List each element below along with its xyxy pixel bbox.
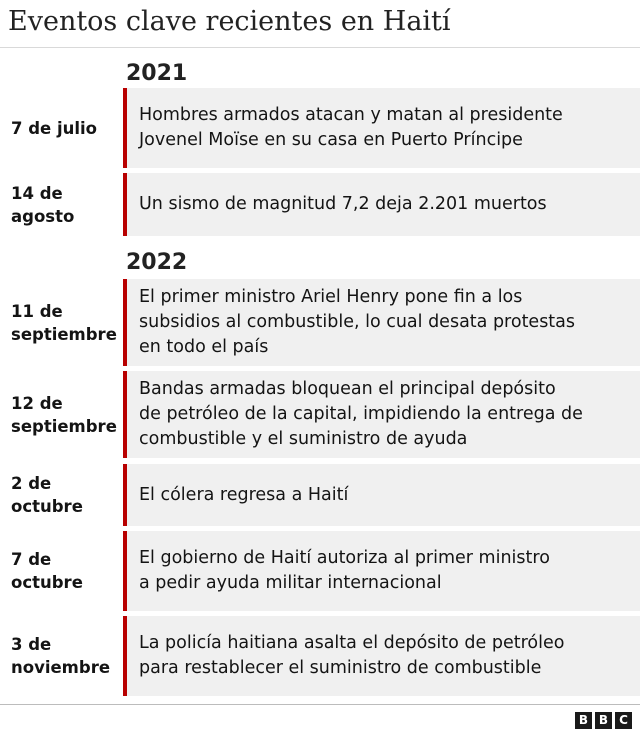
footer-divider	[0, 704, 640, 705]
event-description-box	[127, 279, 640, 366]
event-date	[11, 371, 121, 458]
timeline-row	[0, 616, 640, 696]
event-date	[11, 616, 121, 696]
event-description	[139, 377, 583, 452]
event-date-line: 2 de	[11, 474, 52, 493]
event-date-line: octubre	[11, 497, 83, 516]
timeline-row	[0, 173, 640, 236]
event-description-line: La policía haitiana asalta el depósito de petróleo	[139, 633, 565, 653]
bbc-logo-block: C	[615, 712, 632, 729]
event-date-line: 11 de	[11, 301, 63, 321]
event-date-line: agosto	[11, 206, 75, 226]
event-description	[139, 483, 348, 508]
bbc-logo-block: B	[595, 712, 612, 729]
event-date-line: 12 de	[11, 393, 63, 413]
event-description	[139, 546, 550, 596]
year-heading-2022: 2022	[126, 250, 188, 275]
timeline-row	[0, 88, 640, 168]
event-description	[139, 192, 547, 217]
event-description	[139, 631, 564, 681]
event-description-box	[127, 173, 640, 236]
event-date-line: octubre	[11, 573, 83, 592]
event-date-line: 3 de	[11, 635, 52, 654]
timeline-row	[0, 279, 640, 366]
bbc-logo-block: B	[575, 712, 592, 729]
bbc-logo	[575, 712, 632, 729]
event-date-line: septiembre	[11, 416, 117, 436]
event-description-line: El cólera regresa a Haití	[139, 484, 349, 505]
timeline-row	[0, 371, 640, 458]
event-description-box	[127, 531, 640, 611]
event-description	[139, 103, 563, 153]
event-description-line: El primer ministro Ariel Henry pone fin a los	[139, 287, 523, 307]
event-date-line: septiembre	[11, 324, 117, 344]
event-description	[139, 285, 575, 360]
event-date-line: noviembre	[11, 658, 111, 677]
event-description-line: subsidios al combustible, lo cual desata protestas	[139, 312, 576, 332]
year-heading-2021: 2021	[126, 61, 188, 86]
event-date	[11, 173, 121, 236]
event-description-line: combustible y el suministro de ayuda	[139, 429, 468, 449]
event-description-box	[127, 616, 640, 696]
title-divider	[0, 47, 640, 48]
event-description-line: Bandas armadas bloquean el principal depósito	[139, 379, 556, 399]
event-date-line: 14 de	[11, 183, 63, 203]
event-date	[11, 279, 121, 366]
event-description-box	[127, 464, 640, 526]
event-description-box	[127, 371, 640, 458]
event-description-box	[127, 88, 640, 168]
event-description-line: en todo el país	[139, 337, 269, 357]
event-description-line: para restablecer el suministro de combustible	[139, 658, 542, 678]
timeline-row	[0, 531, 640, 611]
event-date	[11, 531, 121, 611]
event-description-line: El gobierno de Haití autoriza al primer ministro	[139, 548, 550, 568]
event-description-line: a pedir ayuda militar internacional	[139, 573, 442, 593]
event-date	[11, 88, 121, 168]
event-description-line: de petróleo de la capital, impidiendo la entrega de	[139, 404, 583, 424]
event-description-line: Un sismo de magnitud 7,2 deja 2.201 muertos	[139, 194, 547, 214]
event-date-line: 7 de julio	[11, 118, 98, 138]
page-title: Eventos clave recientes en Haití	[8, 6, 451, 37]
event-description-line: Jovenel Moïse en su casa en Puerto Príncipe	[139, 130, 523, 150]
event-date-line: 7 de	[11, 550, 52, 569]
timeline-row	[0, 464, 640, 526]
event-description-line: Hombres armados atacan y matan al presidente	[139, 105, 563, 125]
event-date	[11, 464, 121, 526]
